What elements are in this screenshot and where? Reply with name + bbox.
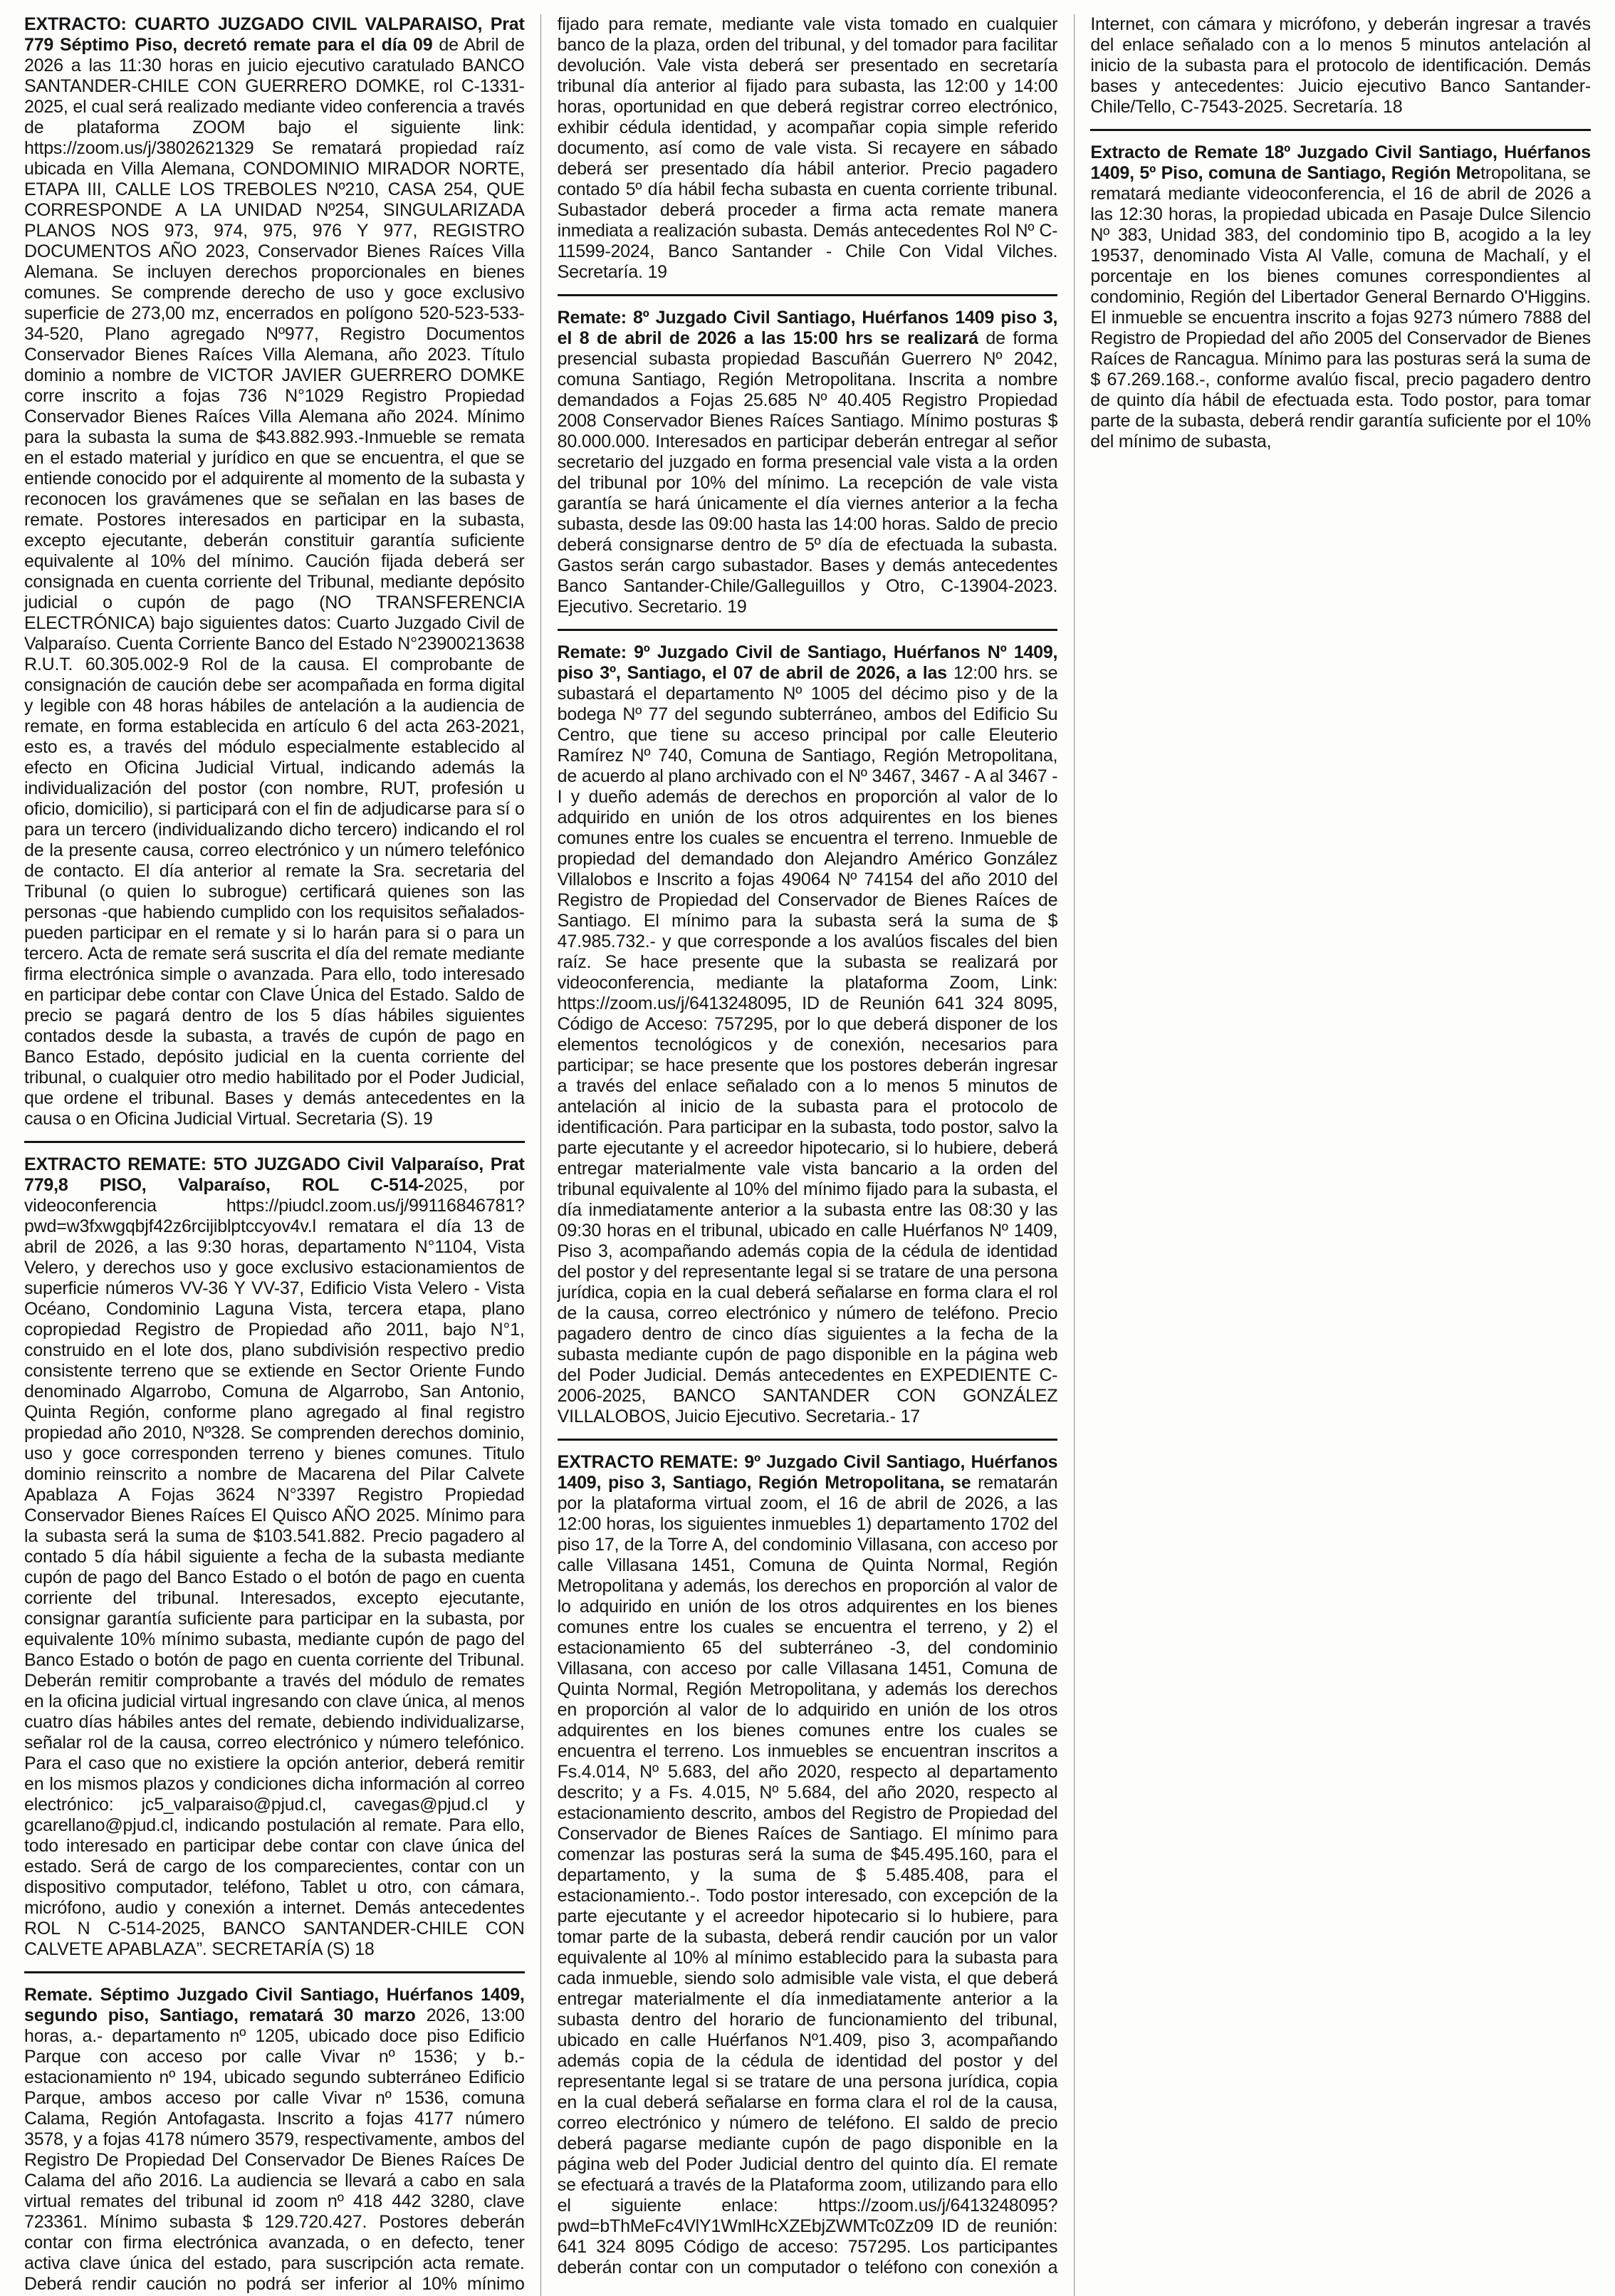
notice-body: tropolitana, se rematará mediante videoconferencia, el 16 de abril de 2026 a las 12:30 horas, la propiedad ubicada en Pasaje Dulce Silencio Nº 383, Unidad 383, del condominio tipo B, acogido a la ley 19537, denominado Vista Al Valle, comuna de Machalí, y el porcentaje en los bienes comunes correspondientes al condominio, Región del Libertador General Bernardo O'Higgins. El inmueble se encuentra inscrito a fojas 9273 número 7888 del Registro de Propiedad del año 2005 del Conservador de Bienes Raíces de Rancagua. Mínimo para las posturas será la suma de $ 67.269.168.-, conforme avalúo fiscal, precio pagadero dentro de quinto día hábil de efectuada esta. Todo postor, para tomar parte de la subasta, deberá rendir garantía suficiente por el 10% del mínimo de subasta, (1090, 163, 1591, 452)
notice-remate-quinto-juzgado-valparaiso (24, 1154, 525, 1960)
notice-lead: Extracto de Remate 18º Juzgado Civil Santiago, Huérfanos 1409, 5º Piso, comuna de Santiago, Región Me (1090, 142, 1591, 183)
notice-divider (558, 629, 1058, 631)
notice-divider (1090, 129, 1591, 131)
notice-extracto-remate-18-juzgado-santiago (1090, 142, 1591, 452)
notice-divider (558, 294, 1058, 296)
notice-divider (558, 1439, 1058, 1441)
notice-lead: EXTRACTO REMATE: 5TO JUZGADO Civil Valparaíso, Prat 779,8 PISO, Valparaíso, ROL C-514- (24, 1154, 525, 1195)
notice-text (24, 1154, 525, 1960)
notice-body: rematarán por la plataforma virtual zoom, el 16 de abril de 2026, a las 12:00 horas, los siguientes inmuebles 1) departamento 1702 del piso 17, de la Torre A, del condominio Villasana, con acceso por calle Villasana 1451, Comuna de Quinta Normal, Región Metropolitana y además, los derechos en proporción al valor de lo adquirido en unión de los otros adquirentes en los bienes comunes entre los cuales se encuentra el terreno, y 2) el estacionamiento 65 del subterráneo -3, del condominio Villasana, con acceso por calle Villasana 1451, Comuna de Quinta Normal, Región Metropolitana, y además los derechos en proporción al valor de lo adquirido en unión de los otros adquirentes en los bienes comunes entre los cuales se encuentra el terreno. Los inmuebles se encuentran inscritos a Fs.4.014, Nº 5.683, del año 2020, respecto al departamento descrito; y a Fs. 4.015, Nº 5.684, del año 2020, respecto al estacionamiento descrito, ambos del Registro de Propiedad del Conservador de Bienes Raíces de Santiago. El mínimo para comenzar las posturas será la suma de $45.495.160, para el departamento, y la suma de $ 5.485.408, para el estacionamiento.-. Todo postor interesado, con excepción de la parte ejecutante y el acreedor hipotecario si lo hubiere, para tomar parte de la subasta, deberá rendir caución por un valor equivalente al 10% al mínimo establecido para la subasta para cada inmueble, siendo solo admisible vale vista, el que deberá entregar materialmente el día inmediatamente anterior a la subasta dentro del horario de funcionamiento del tribunal, ubicado en calle Huérfanos Nº1.409, piso 3, acompañando además copia de la cédula de identidad del postor y del representante legal si se tratare de una persona jurídica, copia en la cual deberá señalarse en forma clara el rol de la causa, correo electrónico y número de teléfono. El saldo de precio deberá pagarse mediante cupón de pago disponible en la página web del Poder Judicial dentro del quinto día. El remate se efectuará a través de la Plataforma zoom, utilizando para ello el siguiente enlace: https://zoom.us/j/6413248095? pwd=bThMeFc4VlY1WmlHcXZEbjZWMTc0Zz09 ID de reunión: 641 324 8095 Código de acceso: 757295. Los participantes deberán contar con un computador o teléfono con conexión a Internet, con cámara y micrófono, y deberán ingresar a través del enlace señalado con a lo menos 5 minutos antelación al inicio de la subasta para el protocolo de identificación. Demás bases y antecedentes: Juicio ejecutivo Banco Santander- Chile/Tello, C-7543-2025. Secretaría. 18 (557, 14, 1591, 2277)
notice-lead: EXTRACTO REMATE: 9º Juzgado Civil Santiago, Huérfanos 1409, piso 3, Santiago, Región Metropolitana, se (557, 1452, 1058, 1493)
notice-lead: Remate: 9º Juzgado Civil de Santiago, Huérfanos Nº 1409, piso 3º, Santiago, el 07 de abril de 2026, a las (557, 642, 1058, 683)
notice-body: de Abril de 2026 a las 11:30 horas en juicio ejecutivo caratulado BANCO SANTANDER-CHILE CON GUERRERO DOMKE, rol C-1331-2025, el cual será realizado mediante video conferencia a través de plataforma ZOOM bajo el siguiente link: https://zoom.us/j/3802621329 Se rematará propiedad raíz ubicada en Villa Alemana, CONDOMINIO MIRADOR NORTE, ETAPA III, CALLE LOS TREBOLES Nº210, CASA 254, QUE CORRESPONDE A LA UNIDAD Nº254, SINGULARIZADA PLANOS NOS 973, 974, 975, 976 Y 977, REGISTRO DOCUMENTOS AÑO 2023, Conservador Bienes Raíces Villa Alemana. Se incluyen derechos proporcionales en bienes comunes. Se comprende derecho de uso y goce exclusivo superficie de 273,00 mz, encerrados en polígono 520-523-533-34-520, Plano agregado Nº977, Registro Documentos Conservador Bienes Raíces Villa Alemana, año 2023. Título dominio a nombre de VICTOR JAVIER GUERRERO DOMKE corre inscrito a fojas 736 N°1029 Registro Propiedad Conservador Bienes Raíces Villa Alemana año 2024. Mínimo para la subasta la suma de $43.882.993.-Inmueble se remata en el estado material y jurídico en que se encuentra, el que se entiende conocido por el adquirente al momento de la subasta y reconocen los gravámenes que se señalan en las bases de remate. Postores interesados en participar en la subasta, excepto ejecutante, deberán constituir garantía suficiente equivalente al 10% del mínimo. Caución fijada deberá ser consignada en cuenta corriente del Tribunal, mediante depósito judicial o cupón de pago (NO TRANSFERENCIA ELECTRÓNICA) bajo siguientes datos: Cuarto Juzgado Civil de Valparaíso. Cuenta Corriente Banco del Estado N°23900213638 R.U.T. 60.305.002-9 Rol de la causa. El comprobante de consignación de caución debe ser acompañada en forma digital y legible con 48 horas hábiles de antelación a la audiencia de remate, en forma establecida en artículo 6 del acta 263-2021, esto es, a través del módulo especialmente establecido al efecto en Oficina Judicial Virtual, indicando además la individualización del postor (con nombre, RUT, profesión u oficio, domicilio), si participará con el fin de adjudicarse para sí o para un tercero (individualizando dicho tercero) indicando el rol de la presente causa, correo electrónico y un número telefónico de contacto. El día anterior al remate la Sra. secretaria del Tribunal (o quien lo subrogue) certificará quienes son las personas -que habiendo cumplido con los requisitos señalados- pueden participar en el remate y si lo harán para si o para un tercero. Acta de remate será suscrita el día del remate mediante firma electrónica simple o avanzada. Para ello, todo interesado en participar debe contar con Clave Única del Estado. Saldo de precio se pagará dentro de los 5 días hábiles siguientes contados desde la subasta, a través de cupón de pago en Banco Estado, depósito judicial en la cuenta corriente del tribunal, o cualquier otro medio habilitado por el Poder Judicial, que ordene el tribunal. Bases y demás antecedentes en la causa o en Oficina Judicial Virtual. Secretaria (S). 19 (24, 35, 525, 1129)
notice-body: 12:00 hrs. se subastará el departamento Nº 1005 del décimo piso y de la bodega Nº 77 del segundo subterráneo, ambos del Edificio Su Centro, que tiene su acceso principal por calle Eleuterio Ramírez Nº 740, Comuna de Santiago, Región Metropolitana, de acuerdo al plano archivado con el Nº 3467, 3467 - A al 3467 - I y dueño además de derechos en proporción al valor de lo adquirido en unión de los otros adquirentes en los bienes comunes entre los cuales se encuentra el terreno. Inmueble de propiedad del demandado don Alejandro Américo González Villalobos e Inscrito a fojas 49064 Nº 74154 del año 2010 del Registro de Propiedad del Conservador de Bienes Raíces de Santiago. El mínimo para la subasta será la suma de $ 47.985.732.- y que corresponde a los avalúos fiscales del bien raíz. Se hace presente que la subasta se realizará por videoconferencia, mediante la plataforma Zoom, Link: https://zoom.us/j/6413248095, ID de Reunión 641 324 8095, Código de Acceso: 757295, por lo que deberá disponer de los elementos tecnológicos y de conexión, necesarios para participar; se hace presente que los postores deberán ingresar a través del enlace señalado con a lo menos 5 minutos de antelación al inicio de la subasta para el protocolo de identificación. Para participar en la subasta, todo postor, salvo la parte ejecutante y el acreedor hipotecario, si lo hubiere, deberá entregar materialmente vale vista bancario a la orden del tribunal equivalente al 10% del mínimo fijado para la subasta, el día inmediatamente anterior a la subasta entre las 08:30 y las 09:30 horas en el tribunal, ubicado en calle Huérfanos Nº 1409, Piso 3, acompañando además copia de la cédula de identidad del postor y del representante legal si se tratare de una persona jurídica, copia en la cual deberá señalarse en forma clara el rol de la causa, correo electrónico y número de teléfono. Precio pagadero dentro de cinco días siguientes a la fecha de la subasta mediante cupón de pago disponible en la página web del Poder Judicial. Demás antecedentes en EXPEDIENTE C-2006-2025, BANCO SANTANDER CON GONZÁLEZ VILLALOBOS, Juicio Ejecutivo. Secretaria.- 17 (557, 663, 1058, 1426)
notice-body: de forma presencial subasta propiedad Bascuñán Guerrero Nº 2042, comuna Santiago, Región Metropolitana. Inscrita a nombre demandados a Fojas 25.685 Nº 40.405 Registro Propiedad 2008 Conservador Bienes Raíces Santiago. Mínimo posturas $ 80.000.000. Interesados en participar deberán entregar al señor secretario del juzgado en forma presencial vale vista a la orden del tribunal por 10% del mínimo. La recepción de vale vista garantía se hará únicamente el día viernes anterior a la fecha subasta, desde las 09:00 hasta las 14:00 horas. Saldo de precio deberá consignarse dentro de 5º día de efectuada la subasta. Gastos serán cargo subastador. Bases y demás antecedentes Banco Santander-Chile/Galleguillos y Otro, C-13904-2023. Ejecutivo. Secretario. 19 (557, 328, 1058, 617)
notice-body: 2026, 13:00 horas, a.- departamento nº 1205, ubicado doce piso Edificio Parque con acceso por calle Vivar nº 1536; y b.- estacionamiento nº 194, ubicado segundo subterráneo Edificio Parque, ambos acceso por calle Vivar nº 1536, comuna Calama, Región Antofagasta. Inscrito a fojas 4177 número 3578, y a fojas 4178 número 3579, respectivamente, ambos del Registro De Propiedad Del Conservador De Bienes Raíces De Calama del año 2016. La audiencia se llevará a cabo en sala virtual remates del tribunal id zoom nº 418 442 3280, clave 723361. Mínimo subasta $ 129.720.427. Postores deberán contar con firma electrónica avanzada, o en defecto, tener activa clave única del estado, para suscripción acta remate. Deberá rendir caución no podrá ser inferior al 10% mínimo fijado para remate, mediante vale vista tomado en cualquier banco de la plaza, orden del tribunal, y del tomador para facilitar devolución. Vale vista deberá ser presentado en secretaría tribunal día anterior al fijado para subasta, las 12:00 y 14:00 horas, oportunidad en que deberá registrar correo electrónico, exhibir cédula identidad, y acompañar copia simple referido documento, así como de vale vista. Si recayere en sábado deberá ser presentado día hábil anterior. Precio pagadero contado 5º día hábil fecha subasta en cuenta corriente tribunal. Subastador deberá proceder a firma acta remate manera inmediata a realización subasta. Demás antecedentes Rol Nº C-11599-2024, Banco Santander - Chile Con Vidal Vilches. Secretaría. 19 (24, 14, 1058, 2294)
notice-lead: EXTRACTO: CUARTO JUZGADO CIVIL VALPARAISO, Prat 779 Séptimo Piso, decretó remate para el día 09 (24, 14, 525, 55)
notice-divider (24, 1971, 525, 1973)
notice-text (24, 14, 525, 1129)
notice-text (558, 642, 1058, 1427)
notice-lead: Remate: 8º Juzgado Civil Santiago, Huérfanos 1409 piso 3, el 8 de abril de 2026 a las 15:00 hrs se realizará (557, 308, 1058, 348)
notice-body: 2025, por videoconferencia https://piudcl.zoom.us/j/99116846781?pwd=w3fxwgqbjf42z6rcijiblptccyov4v.l rematara el día 13 de abril de 2026, a las 9:30 horas, departamento N°1104, Vista Velero, y derechos uso y goce exclusivo estacionamientos de superficie números VV-36 Y VV-37, Edificio Vista Velero - Vista Océano, Condominio Laguna Vista, tercera etapa, plano copropiedad Registro de Propiedad año 2011, bajo N°1, construido en el lote dos, plano subdivisión respectivo predio consistente terreno que se extiende en Sector Oriente Fundo denominado Algarrobo, Comuna de Algarrobo, San Antonio, Quinta Región, conforme plano agregado al final registro propiedad año 2010, Nº328. Se comprenden derechos dominio, uso y goce corresponden terreno y bienes comunes. Titulo dominio reinscrito a nombre de Macarena del Pilar Calvete Apablaza A Fojas 3624 N°3397 Registro Propiedad Conservador Bienes Raíces El Quisco AÑO 2025. Mínimo para la subasta será la suma de $103.541.882. Precio pagadero al contado 5 día hábil siguiente a fecha de la subasta mediante cupón de pago del Banco Estado o el botón de pago en cuenta corriente del tribunal. Interesados, excepto ejecutante, consignar garantía suficiente para participar en la subasta, por equivalente 10% mínimo subasta, mediante cupón de pago del Banco Estado o botón de pago en cuenta corriente del Tribunal. Deberán remitir comprobante a través del módulo de remates en la oficina judicial virtual ingresando con clave única, al menos cuatro días hábiles antes del remate, debiendo individualizarse, señalar rol de la causa, correo electrónico y número telefónico. Para el caso que no existiere la opción anterior, deberá remitir en los mismos plazos y condiciones dicha información al correo electrónico: jc5_valparaiso@pjud.cl, cavegas@pjud.cl y gcarellano@pjud.cl, indicando postulación al remate. Para ello, todo interesado en participar debe contar con clave única del estado. Será de cargo de los comparecientes, contar con un dispositivo computador, teléfono, Tablet u otro, con cámara, micrófono, audio y conexión a internet. Demás antecedentes ROL N C-514-2025, BANCO SANTANDER-CHILE CON CALVETE APABLAZA”. SECRETARÍA (S) 18 (24, 1175, 525, 1959)
notice-text (558, 308, 1058, 617)
notice-lead: Remate. Séptimo Juzgado Civil Santiago, Huérfanos 1409, segundo piso, Santiago, rematará 30 marzo (24, 1985, 525, 2025)
notice-remate-noveno-juzgado-santiago (558, 642, 1058, 1427)
notice-remate-cuarto-juzgado-valparaiso (24, 14, 525, 1129)
notice-text (1090, 142, 1591, 452)
notice-divider (24, 1141, 525, 1143)
notice-remate-octavo-juzgado-santiago (558, 308, 1058, 617)
